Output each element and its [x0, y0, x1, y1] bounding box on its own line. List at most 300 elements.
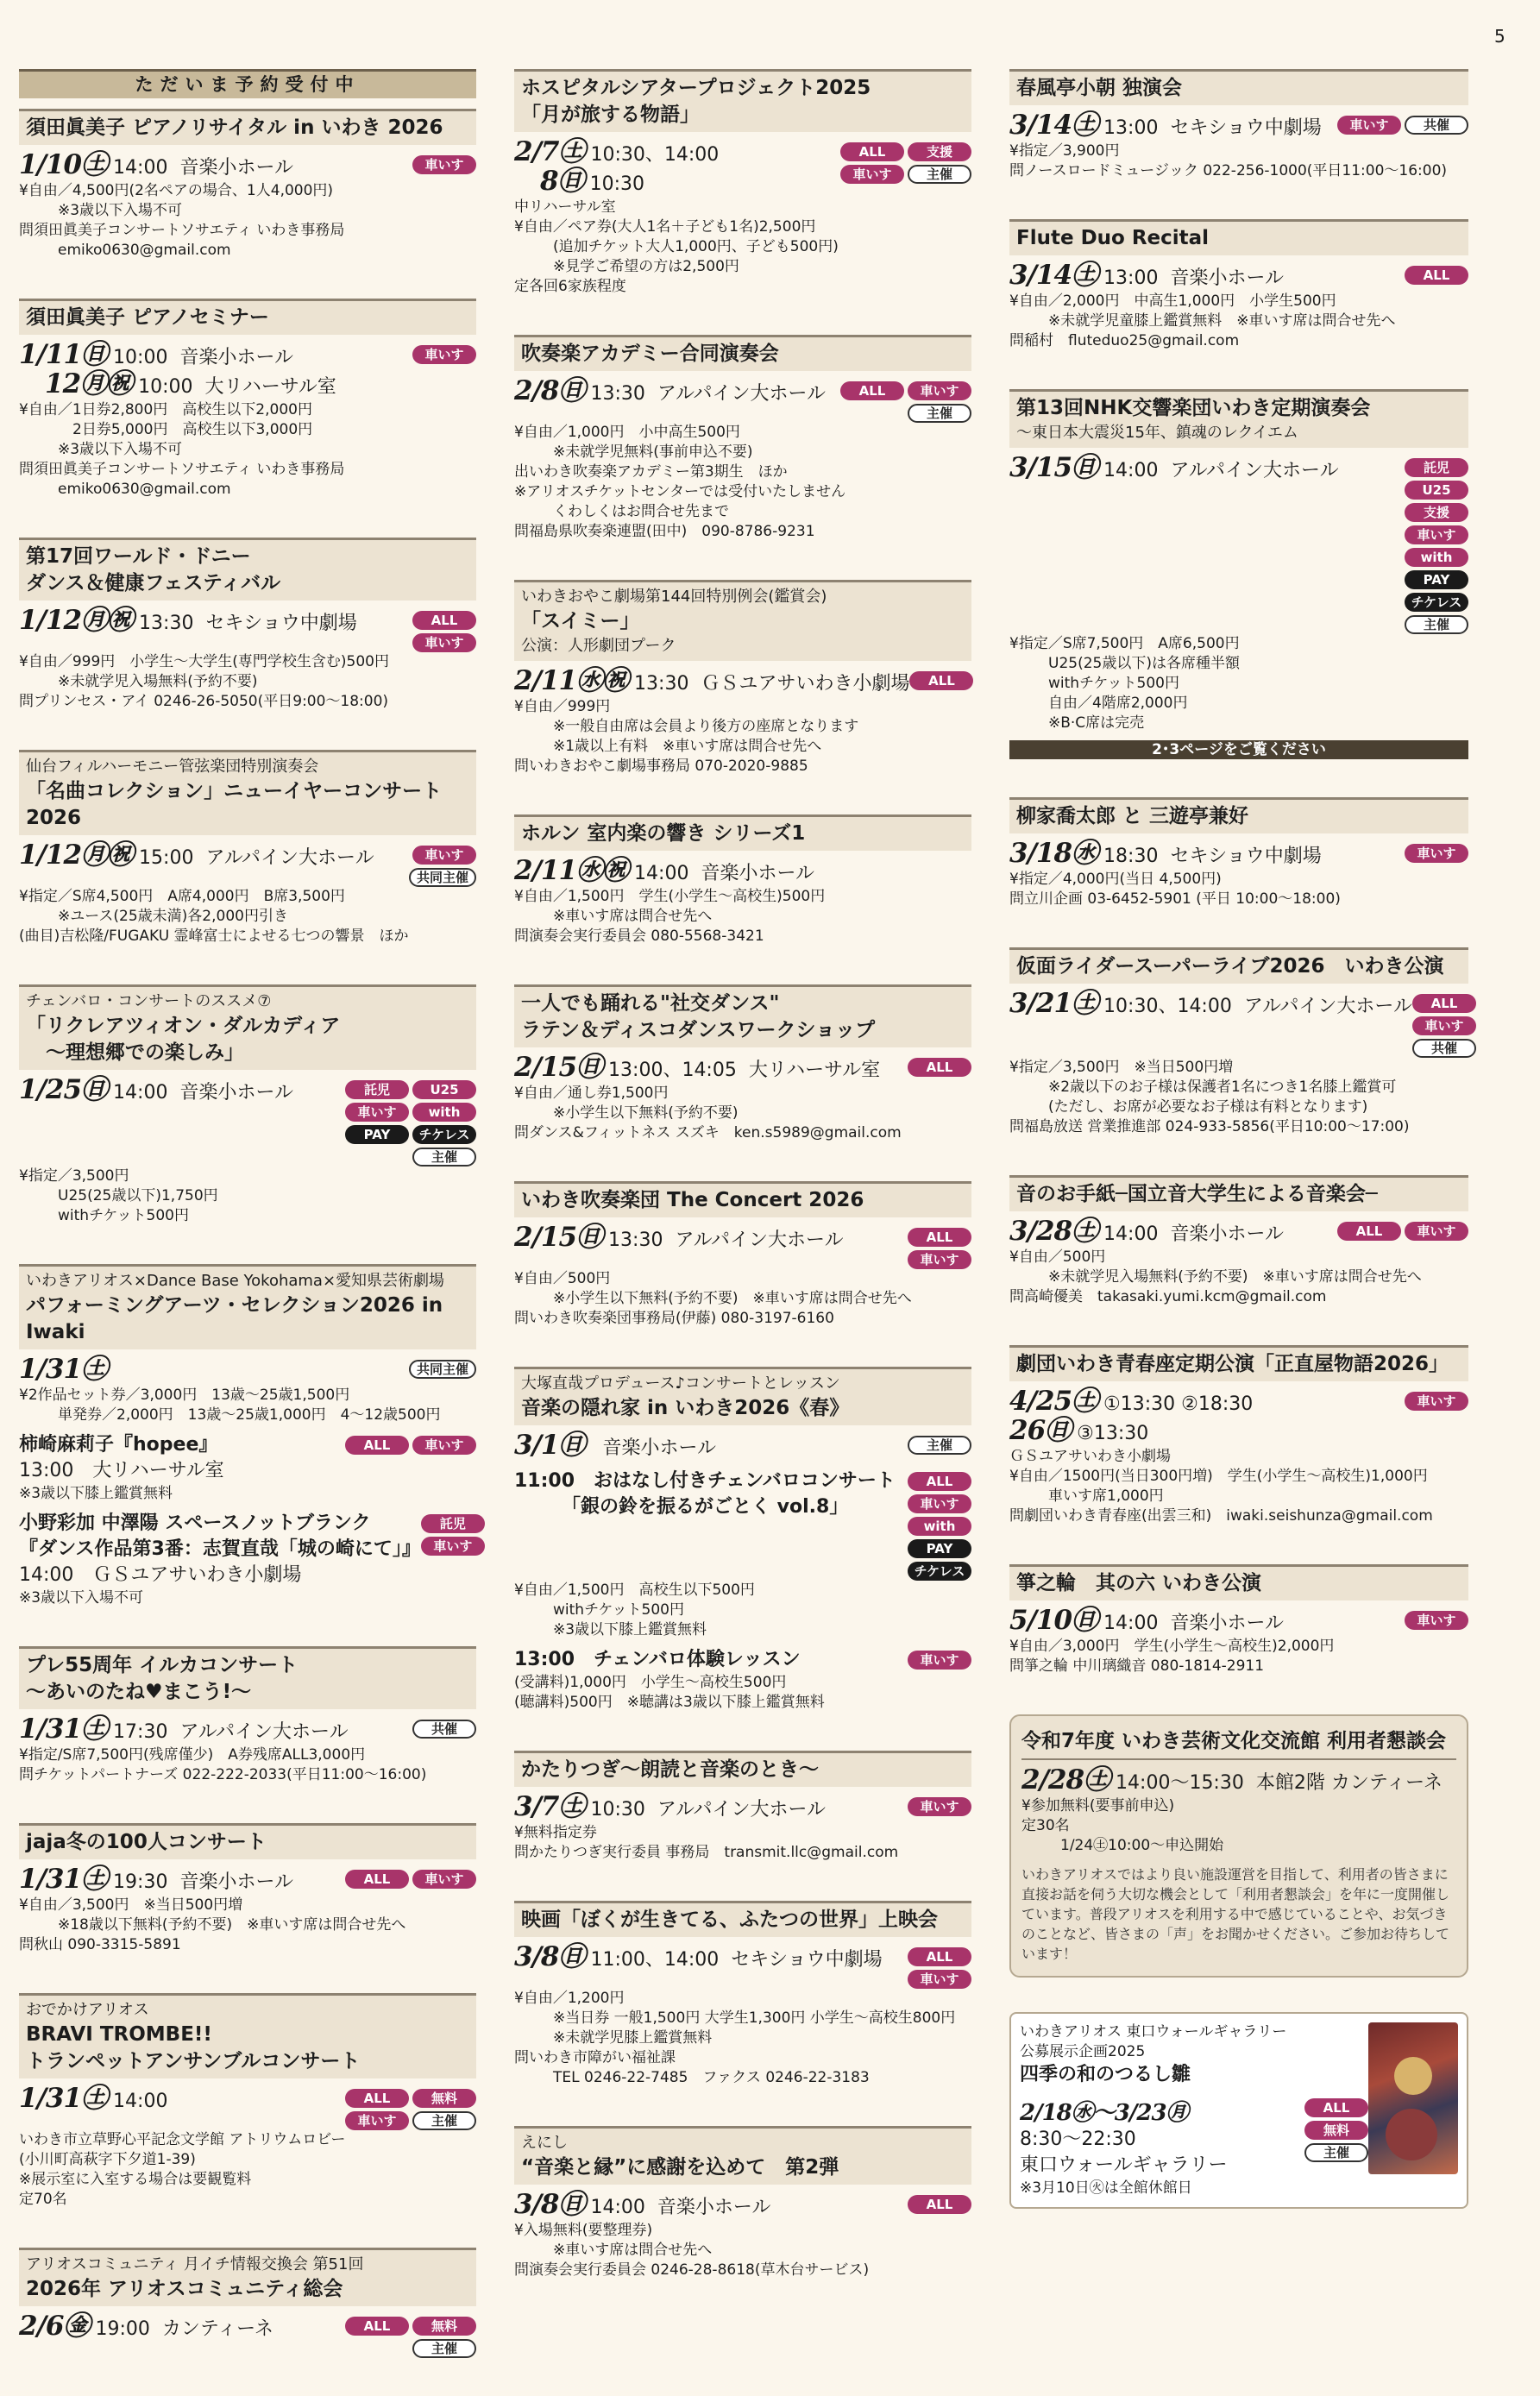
event-title: パフォーミングアーツ・セレクション2026 in Iwaki — [26, 1294, 443, 1343]
event-date: 5/10㊐ — [1009, 1605, 1098, 1636]
date-line — [19, 339, 338, 371]
event-title: ホルン 室内楽の響き シリーズ1 — [521, 822, 806, 845]
event-time: 10:30、14:00 — [584, 144, 720, 166]
detail-line: 出いわき吹奏楽アカデミー第3期生 ほか — [514, 463, 788, 481]
badge: 車いす — [412, 1436, 476, 1455]
date-lines — [19, 1074, 338, 1106]
date-row — [19, 1074, 476, 1167]
badge-group — [374, 842, 476, 887]
detail-line: ¥無料指定券 — [514, 1824, 597, 1841]
date-line — [1009, 112, 1330, 141]
detail-line: (小川町高萩字下夕道1-39) — [19, 2151, 196, 2168]
event-title-line2: ラテン＆ディスコダンスワークショップ — [521, 1019, 876, 1041]
date-row — [19, 1866, 476, 1896]
event-header — [514, 335, 971, 371]
event-time: 10:30 — [583, 173, 644, 195]
detail-line: 自由／4階席2,000円 — [1034, 695, 1188, 712]
badge-group — [421, 1511, 485, 1556]
sub-program-title-2: 「銀の鈴を振るがごとく vol.8」 — [514, 1496, 849, 1518]
gallery-venue: 東口ウォールギャラリー — [1020, 2154, 1228, 2176]
date-line — [514, 1791, 833, 1823]
badge-group — [1330, 1218, 1468, 1241]
date-line — [1009, 840, 1330, 870]
event-date: 1/31㊏ — [19, 1714, 108, 1745]
gallery-note: ※3月10日㊋は全館休館日 — [1020, 2179, 1192, 2197]
event-title-line2: ダンス＆健康フェスティバル — [26, 572, 281, 594]
badge: 無料 — [412, 2089, 476, 2108]
date-lines — [19, 339, 338, 400]
badge-group — [338, 1432, 476, 1455]
badge-group — [1330, 262, 1468, 285]
event-time: 14:00 — [107, 1082, 168, 1104]
badge: ALL — [908, 2195, 971, 2214]
event-date: 3/15㊐ — [1009, 452, 1098, 483]
date-line — [514, 855, 971, 887]
event-title: 第13回NHK交響楽団いわき定期演奏会 — [1016, 397, 1371, 419]
event-title: 「名曲コレクション」ニューイヤーコンサート2026 — [26, 780, 443, 829]
detail-line: 定30名 — [1021, 1817, 1070, 1834]
date-line — [1009, 1388, 1330, 1418]
date-lines — [1009, 452, 1339, 484]
info-venue: 本館2階 カンティーネ — [1255, 1772, 1443, 1794]
event-title: 映画「ぼくが生きてる、ふたつの世界」上映会 — [521, 1909, 938, 1931]
date-line — [19, 1866, 338, 1896]
event-header — [19, 1646, 476, 1709]
event-time: 14:00 — [1097, 460, 1159, 481]
event-block — [514, 1751, 971, 1863]
detail-line: ※小学生以下無料(予約不要) ※車いす席は問合せ先へ — [538, 1290, 912, 1307]
info-time: 14:00～15:30 — [1109, 1772, 1244, 1794]
detail-line: 問いわき市障がい福祉課 — [514, 2049, 676, 2066]
event-venue: 音楽小ホール — [1170, 1613, 1285, 1634]
event-title: プレ55周年 イルカコンサート — [26, 1654, 299, 1676]
event-date: 2/8㊐ — [514, 375, 585, 406]
event-venue: 音楽小ホール — [179, 1871, 294, 1893]
event-time: 14:00 — [107, 2091, 168, 2112]
event-block — [19, 109, 476, 261]
event-time: 10:00 — [132, 376, 193, 398]
event-date: 8㊐ — [514, 166, 584, 197]
badge: 車いす — [908, 381, 971, 400]
event-venue: 音楽小ホール — [1170, 267, 1285, 289]
detail-line: 問かたりつぎ実行委員 事務局 transmit.llc@gmail.com — [514, 1844, 899, 1861]
badge: 託児 — [421, 1514, 485, 1533]
event-header — [19, 299, 476, 335]
event-block — [19, 984, 476, 1226]
gallery-dates — [1020, 2095, 1291, 2179]
event-title: 音のお手紙─国立音大学生による音楽会─ — [1016, 1183, 1378, 1205]
event-title: 吹奏楽アカデミー合同演奏会 — [521, 343, 779, 365]
badge: ALL — [840, 381, 904, 400]
event-block — [514, 580, 971, 777]
date-row — [19, 1356, 476, 1386]
date-lines — [1009, 1607, 1330, 1637]
sub-program — [19, 1432, 476, 1484]
event-header — [1009, 1345, 1468, 1381]
badge: 主催 — [908, 165, 971, 184]
event-date: 1/10㊏ — [19, 149, 108, 180]
badge: 共催 — [1412, 1039, 1476, 1058]
detail-line: ¥自由／1日券2,800円 高校生以下2,000円 — [19, 401, 312, 418]
detail-line: ※未就学児入場無料(予約不要) ※車いす席は問合せ先へ — [1034, 1268, 1422, 1286]
date-line — [19, 1716, 349, 1745]
event-header — [19, 2248, 476, 2306]
column-3 — [1009, 69, 1468, 2209]
date-lines — [514, 1941, 883, 1973]
badge-group — [833, 1647, 971, 1670]
badge-group — [880, 1054, 971, 1077]
detail-line: ¥自由／4,500円(2名ペアの場合、1人4,000円) — [19, 182, 334, 199]
event-subtitle: いわきアリオス×Dance Base Yokohama×愛知県芸術劇場 — [26, 1272, 445, 1290]
date-lines — [1009, 1218, 1330, 1248]
date-line — [1009, 990, 1412, 1020]
event-title: 2026年 アリオスコミュニティ総会 — [26, 2278, 343, 2300]
gallery-box — [1009, 2012, 1468, 2209]
event-block — [1009, 389, 1468, 759]
event-time: ①13:30 ②18:30 — [1097, 1393, 1254, 1415]
detail-line: 2日券5,000円 高校生以下3,000円 — [43, 421, 313, 438]
detail-line: 定70名 — [19, 2191, 67, 2208]
event-venue: 音楽小ホール — [701, 863, 815, 884]
date-lines — [514, 1054, 880, 1084]
event-date: 12㊊㊗ — [19, 368, 133, 399]
badge: PAY — [345, 1125, 409, 1144]
badge: ALL — [412, 611, 476, 630]
event-venue: 大リハーサル室 — [748, 1060, 881, 1081]
detail-line: ¥自由／1,000円 小中高生500円 — [514, 424, 740, 441]
badge: ALL — [1405, 266, 1468, 285]
event-title: 箏之輪 其の六 いわき公演 — [1016, 1572, 1262, 1594]
ruby-text: えにし — [521, 2134, 568, 2152]
detail-line: (追加チケット大人1,000円、子ども500円) — [538, 238, 839, 255]
detail-line: (ただし、お席が必要なお子様は有料となります) — [1034, 1098, 1368, 1116]
gallery-date: 2/18㊌～3/23㊊ — [1020, 2100, 1188, 2126]
sub-program — [19, 1511, 476, 1588]
detail-line: ※3歳以下膝上鑑賞無料 — [19, 1485, 173, 1502]
sub-program-text — [19, 1432, 338, 1484]
event-venue: 音楽小ホール — [179, 157, 294, 179]
badge: 共催 — [1405, 116, 1468, 135]
detail-line: withチケット500円 — [43, 1207, 189, 1224]
sub-program — [514, 1468, 971, 1581]
event-title: BRAVI TROMBE!! — [26, 2023, 212, 2046]
date-line — [514, 168, 833, 198]
detail-line: ¥指定／3,500円 — [19, 1167, 129, 1185]
event-title: 「リクレアツィオン・ダルカディア — [26, 1015, 341, 1037]
date-lines — [514, 1224, 844, 1254]
badge: ALL — [345, 2317, 409, 2336]
event-time: 18:30 — [1097, 846, 1159, 867]
badge: 主催 — [412, 2339, 476, 2358]
badge: 車いす — [1405, 844, 1468, 863]
date-lines — [1009, 1388, 1330, 1447]
event-block — [514, 335, 971, 542]
event-time: 19:00 — [89, 2318, 150, 2340]
info-date: 2/28㊏ — [1021, 1764, 1110, 1795]
badge-group — [338, 1356, 476, 1379]
event-time: 14:00 — [628, 863, 689, 884]
sub-program-time: 13:00 大リハーサル室 — [19, 1460, 224, 1481]
event-date: 3/8㊐ — [514, 2189, 585, 2220]
date-lines — [514, 665, 910, 697]
event-block — [1009, 219, 1468, 351]
badge-group — [338, 342, 476, 364]
badge: 主催 — [412, 2111, 476, 2130]
detail-line: 問箏之輪 中川璃織音 080-1814-2911 — [1009, 1657, 1265, 1675]
detail-line: U25(25歳以下)1,750円 — [43, 1187, 218, 1204]
event-time: 19:30 — [107, 1871, 168, 1893]
event-time: 14:00 — [1097, 1223, 1159, 1245]
date-line — [19, 607, 357, 637]
event-venue: カンティーネ — [161, 2318, 274, 2340]
detail-line: withチケット500円 — [538, 1601, 684, 1619]
event-venue: ＧＳユアサいわき小劇場 — [701, 673, 910, 695]
event-date: 3/1㊐ — [514, 1430, 585, 1461]
detail-line: ※一般自由席は会員より後方の座席となります — [538, 718, 859, 735]
detail-line: ※アリオスチケットセンターでは受付いたしません — [514, 483, 846, 500]
date-row — [1009, 112, 1468, 141]
sub-program-title-2: 『ダンス作品第3番：志賀直哉「城の崎にて」』 — [19, 1538, 421, 1560]
badge: 主催 — [1304, 2143, 1368, 2162]
badge: 主催 — [1405, 615, 1468, 634]
badge-group — [909, 668, 973, 690]
badge: ALL — [1304, 2098, 1368, 2117]
date-row — [514, 1791, 971, 1823]
event-date: 4/25㊏ — [1009, 1386, 1098, 1417]
event-subtitle: 大塚直哉プロデュース♪コンサートとレッスン — [521, 1374, 840, 1393]
event-block — [514, 984, 971, 1143]
badge: ALL — [1337, 1222, 1401, 1241]
detail-line: ＧＳユアサいわき小劇場 — [1009, 1448, 1171, 1465]
event-time: 13:30 — [133, 613, 194, 634]
badge: 支援 — [908, 142, 971, 161]
badge: U25 — [1405, 481, 1468, 500]
event-title-line2: 「月が旅する物語」 — [521, 104, 700, 126]
detail-line: ※未就学児童膝上鑑賞無料 ※車いす席は問合せ先へ — [1034, 312, 1396, 330]
column-2 — [514, 69, 971, 2318]
date-line — [1009, 1607, 1330, 1637]
event-subtitle: おでかけアリオス — [26, 2001, 149, 2019]
detail-line: 問稲村 fluteduo25@gmail.com — [1009, 332, 1240, 349]
detail-line: ¥指定／3,500円 ※当日500円増 — [1009, 1059, 1234, 1076]
event-title: 劇団いわき青春座定期公演「正直屋物語2026」 — [1016, 1353, 1449, 1375]
event-venue: アルパイン大ホール — [657, 383, 827, 405]
event-block — [1009, 1345, 1468, 1526]
event-venue: アルパイン大ホール — [1170, 460, 1339, 481]
date-line — [514, 136, 833, 168]
detail-line: 問チケットパートナーズ 022-222-2033(平日11:00～16:00) — [19, 1766, 427, 1783]
badge: 共同主催 — [409, 868, 476, 887]
info-text: いわきアリオスではより良い施設運営を目指して、利用者の皆さまに直接お話を伺う大切な機会として「利用者懇談会」を年に一度開催しています。普段アリオスを利用する中で感じていることや、お気づきのことなど、皆さまの「声」をお聞かせください。ご参加お待ちしています！ — [1021, 1866, 1450, 1962]
detail-line: ※1歳以上有料 ※車いす席は問合せ先へ — [538, 738, 822, 755]
event-title: Flute Duo Recital — [1016, 227, 1210, 249]
event-date: 1/12㊊㊗ — [19, 605, 134, 636]
gallery-text — [1020, 2022, 1368, 2198]
date-row — [1009, 452, 1468, 634]
event-venue: 音楽小ホール — [657, 2197, 771, 2218]
event-block — [19, 1264, 476, 1608]
info-title: 令和7年度 いわき芸術文化交流館 利用者懇談会 — [1021, 1725, 1456, 1760]
date-lines — [1009, 840, 1330, 870]
date-line — [514, 2189, 833, 2221]
event-title: 柳家喬太郎 と 三遊亭兼好 — [1016, 805, 1249, 827]
date-lines — [514, 1791, 833, 1823]
detail-line: ¥自由／1500円(当日300円増) 学生(小学生～高校生)1,000円 — [1009, 1468, 1428, 1485]
badge-group — [357, 607, 476, 652]
event-header — [514, 580, 971, 661]
badge: 主催 — [908, 1436, 971, 1455]
date-lines — [19, 1716, 349, 1745]
sub-program-text — [514, 1647, 833, 1673]
event-venue: セキショウ中劇場 — [731, 1949, 883, 1971]
date-row — [1009, 990, 1468, 1058]
event-venue: アルパイン大ホール — [179, 1721, 349, 1743]
event-time: 13:30 — [628, 673, 689, 695]
badge-group — [833, 2192, 971, 2214]
detail-line: emiko0630@gmail.com — [43, 481, 231, 498]
see-pages-bar[interactable]: 2･3ページをご覧ください — [1009, 740, 1468, 759]
badge: 車いす — [421, 1537, 485, 1556]
detail-line: ※小学生以下無料(予約不要) — [538, 1104, 739, 1122]
date-row — [514, 665, 971, 697]
detail-line: ¥指定／4,000円(当日 4,500円) — [1009, 871, 1222, 888]
badge: 無料 — [1304, 2121, 1368, 2140]
event-header — [19, 109, 476, 145]
event-title: かたりつぎ～朗読と音楽のとき～ — [521, 1758, 819, 1781]
event-title: 一人でも踊れる"社交ダンス" — [521, 992, 780, 1015]
event-header — [1009, 219, 1468, 255]
date-line — [19, 149, 338, 181]
badge: 支援 — [1405, 503, 1468, 522]
event-venue: 音楽小ホール — [1170, 1223, 1285, 1245]
event-subtitle-2: ～東日本大震災15年、鎮魂のレクイエム — [1016, 424, 1298, 442]
event-header — [19, 984, 476, 1070]
event-date: 1/11㊐ — [19, 339, 108, 370]
event-time: 14:00 — [107, 157, 168, 179]
date-row — [1009, 1607, 1468, 1637]
badge: ALL — [908, 1947, 971, 1966]
badge: ALL — [909, 671, 973, 690]
date-line — [19, 1074, 338, 1106]
date-line — [1009, 1415, 1330, 1447]
event-date: 1/31㊏ — [19, 2083, 108, 2114]
event-title-line2: ～あいのたね♥まこう!～ — [26, 1681, 252, 1703]
sub-program-text — [19, 1511, 421, 1588]
date-lines — [1009, 262, 1330, 292]
detail-line: ¥2作品セット券／3,000円 13歳～25歳1,500円 — [19, 1387, 350, 1404]
event-block — [19, 538, 476, 712]
detail-line: ¥自由／1,500円 学生(小学生～高校生)500円 — [514, 888, 826, 905]
badge: 車いす — [345, 2111, 409, 2130]
detail-line: 問劇団いわき青春座(出雲三和) iwaki.seishunza@gmail.com — [1009, 1507, 1433, 1525]
event-subtitle: いわきおやこ劇場第144回特別例会(鑑賞会) — [521, 588, 827, 606]
badge: 車いす — [412, 633, 476, 652]
event-block — [514, 1901, 971, 2088]
detail-line: ※見学ご希望の方は2,500円 — [538, 258, 739, 275]
badge: 無料 — [412, 2317, 476, 2336]
date-lines — [514, 855, 971, 887]
page-number: 5 — [1494, 26, 1505, 47]
badge: 託児 — [1405, 458, 1468, 477]
detail-line: 問須田眞美子コンサートソサエティ いわき事務局 — [19, 461, 345, 478]
badge: 車いす — [908, 1797, 971, 1816]
detail-line: ※18歳以下無料(予約不要) ※車いす席は問合せ先へ — [43, 1916, 406, 1934]
detail-line: ¥自由／1,500円 高校生以下500円 — [514, 1582, 755, 1599]
badge-group — [896, 1468, 971, 1581]
event-block — [514, 1367, 971, 1713]
event-venue: 音楽小ホール — [602, 1437, 717, 1459]
badge: ALL — [908, 1472, 971, 1491]
badge: ALL — [908, 1058, 971, 1077]
reservation-banner: ただいま予約受付中 — [19, 69, 476, 98]
sub-program-title: 小野彩加 中澤陽 スペースノットブランク — [19, 1512, 371, 1534]
date-row — [19, 607, 476, 652]
detail-line: 車いす席1,000円 — [1034, 1487, 1164, 1505]
event-date: 1/25㊐ — [19, 1074, 108, 1105]
badge-group — [844, 1224, 971, 1269]
detail-line: TEL 0246-22-7485 ファクス 0246-22-3183 — [538, 2069, 870, 2086]
badge-group — [1412, 990, 1476, 1058]
detail-line: ¥自由／2,000円 中高生1,000円 小学生500円 — [1009, 292, 1336, 310]
event-title: 須田眞美子 ピアノセミナー — [26, 306, 269, 329]
date-row — [514, 1941, 971, 1989]
detail-line: (聴講料)500円 ※聴講は3歳以下膝上鑑賞無料 — [514, 1694, 825, 1711]
date-lines — [1009, 112, 1330, 141]
sub-program-time: 14:00 ＧＳユアサいわき小劇場 — [19, 1564, 302, 1586]
badge: 車いす — [1405, 1392, 1468, 1411]
detail-line: ¥自由／ペア券(大人1名＋子ども1名)2,500円 — [514, 218, 816, 236]
badge: チケレス — [908, 1562, 971, 1581]
event-block — [1009, 1175, 1468, 1307]
detail-line: ¥入場無料(要整理券) — [514, 2222, 653, 2239]
event-header — [514, 814, 971, 851]
event-date: 1/31㊏ — [19, 1864, 108, 1895]
detail-line: emiko0630@gmail.com — [43, 242, 231, 259]
event-header — [514, 69, 971, 132]
event-venue: セキショウ中劇場 — [205, 613, 357, 634]
date-line — [19, 1356, 338, 1386]
event-subtitle: アリオスコミュニティ 月イチ情報交換会 第51回 — [26, 2255, 364, 2273]
detail-line: ※未就学児入場無料(予約不要) — [43, 673, 258, 690]
date-row — [1009, 262, 1468, 292]
event-venue: セキショウ中劇場 — [1170, 117, 1322, 139]
event-title-line2: ～理想郷での楽しみ」 — [26, 1041, 244, 1064]
badge: チケレス — [1405, 593, 1468, 612]
detail-line: ※展示室に入室する場合は要観覧料 — [19, 2171, 252, 2188]
badge-group — [1330, 1388, 1468, 1411]
date-lines — [1009, 990, 1412, 1020]
detail-line: 1/24㊏10:00～申込開始 — [1046, 1837, 1224, 1854]
event-time: 10:30、14:00 — [1097, 996, 1232, 1017]
date-row — [514, 136, 971, 198]
detail-line: ※3歳以下入場不可 — [43, 202, 183, 219]
event-header — [514, 1751, 971, 1787]
event-date: 3/18㊌ — [1009, 838, 1098, 869]
detail-line: 問演奏会実行委員会 080-5568-3421 — [514, 928, 764, 945]
event-block — [514, 69, 971, 297]
event-date: 2/15㊐ — [514, 1052, 603, 1083]
date-row — [1009, 840, 1468, 870]
event-block — [514, 2126, 971, 2280]
detail-line: 問いわき吹奏楽団事務局(伊藤) 080-3197-6160 — [514, 1310, 834, 1327]
detail-line: くわしくはお問合せ先まで — [538, 503, 729, 520]
badge: ALL — [345, 2089, 409, 2108]
badge: 共同主催 — [409, 1360, 476, 1379]
badge: 共催 — [412, 1720, 476, 1739]
sub-program-title: 柿崎麻莉子『hopee』 — [19, 1434, 218, 1456]
event-header — [514, 1367, 971, 1425]
detail-line: ※3歳以下入場不可 — [43, 441, 183, 458]
